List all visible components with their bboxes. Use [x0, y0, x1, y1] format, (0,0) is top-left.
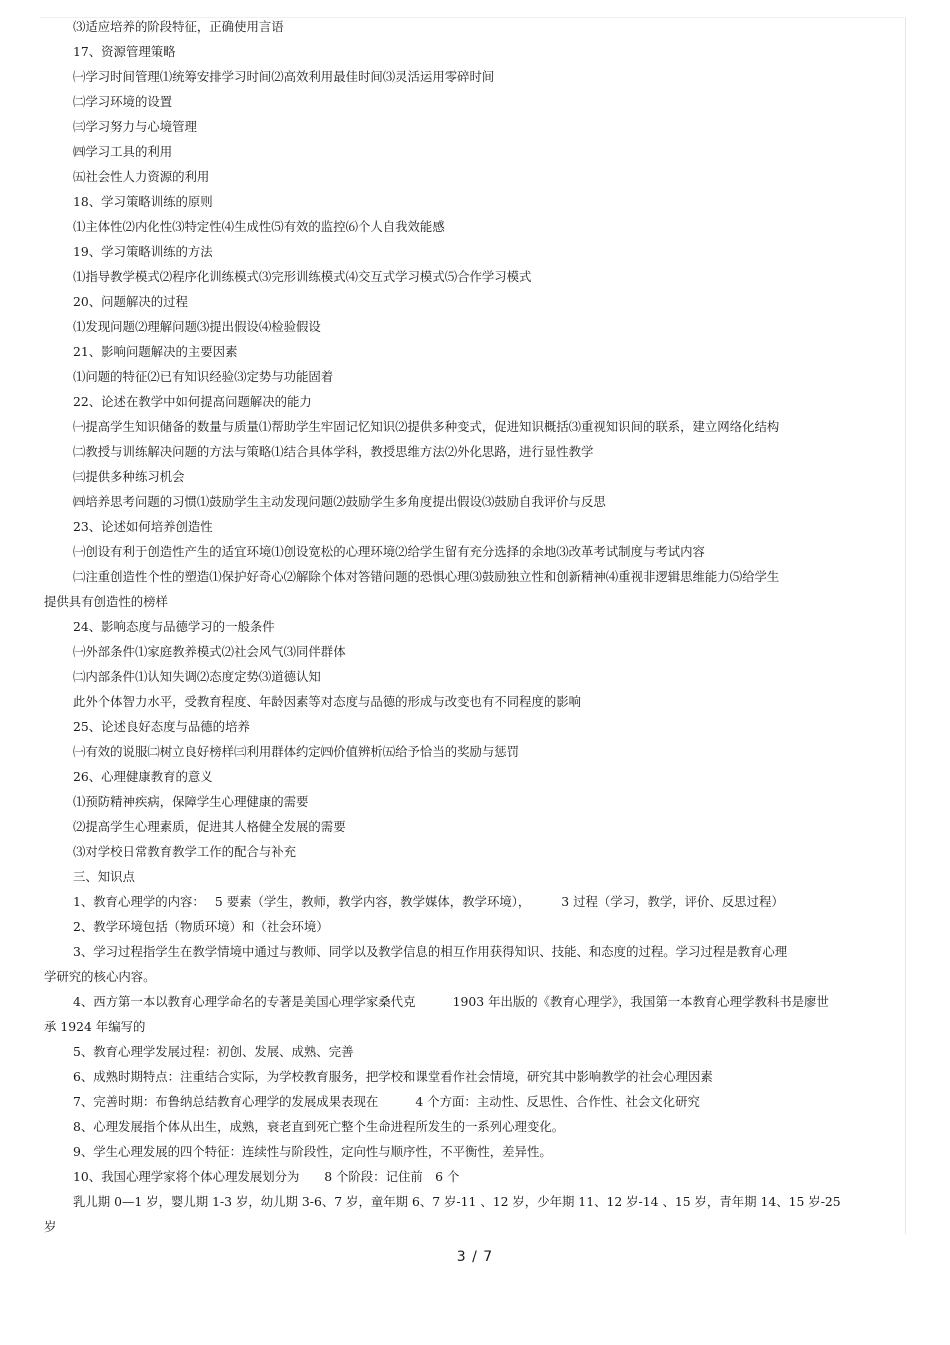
text-line: ㈠提高学生知识储备的数量与质量⑴帮助学生牢固记忆知识⑵提供多种变式，促进知识概括⑶重视知识间的联系，建立网络化结构 [73, 419, 780, 434]
text-line: 22、论述在教学中如何提高问题解决的能力 [73, 394, 312, 409]
text-line: 20、问题解决的过程 [73, 294, 188, 309]
text-line: 4、西方第一本以教育心理学命名的专著是美国心理学家桑代克 1903 年出版的《教育心理学》，我国第一本教育心理学教科书是廖世 [73, 994, 829, 1009]
text-line: ⑴主体性⑵内化性⑶特定性⑷生成性⑸有效的监控⑹个人自我效能感 [73, 219, 445, 234]
text-line: 2、教学环境包括（物质环境）和（社会环境） [73, 919, 329, 934]
text-line: 24、影响态度与品德学习的一般条件 [73, 619, 275, 634]
document-body [44, 14, 900, 1239]
text-line: ㈡教授与训练解决问题的方法与策略⑴结合具体学科，教授思维方法⑵外化思路，进行显性教学 [73, 444, 594, 459]
text-line: 乳儿期 0—1 岁，婴儿期 1-3 岁，幼儿期 3-6、7 岁，童年期 6、7 岁-11 、12 岁，少年期 11、12 岁-14 、15 岁，青年期 14、15 岁-25 [73, 1194, 841, 1209]
text-line: 8、心理发展指个体从出生，成熟，衰老直到死亡整个生命进程所发生的一系列心理变化。 [73, 1119, 565, 1134]
page-right-border [905, 18, 906, 1234]
text-line: ㈡内部条件⑴认知失调⑵态度定势⑶道德认知 [73, 669, 321, 684]
text-line: ⑶适应培养的阶段特征，正确使用言语 [73, 19, 284, 34]
text-line: 5、教育心理学发展过程：初创、发展、成熟、完善 [73, 1044, 354, 1059]
text-line: 三、知识点 [73, 869, 135, 884]
text-line: 10、我国心理学家将个体心理发展划分为 8 个阶段：记住前 6 个 [73, 1169, 460, 1184]
text-line: 9、学生心理发展的四个特征：连续性与阶段性，定向性与顺序性，不平衡性，差异性。 [73, 1144, 552, 1159]
text-line: 18、学习策略训练的原则 [73, 194, 213, 209]
text-line: 6、成熟时期特点：注重结合实际，为学校教育服务，把学校和课堂看作社会情境，研究其中影响教学的社会心理因素 [73, 1069, 713, 1084]
text-line: ㈡学习环境的设置 [73, 94, 173, 109]
text-line: ⑴发现问题⑵理解问题⑶提出假设⑷检验假设 [73, 319, 321, 334]
text-line: 承 1924 年编写的 [44, 1019, 146, 1034]
page-number: 3 / 7 [456, 1249, 494, 1265]
text-line: 岁 [44, 1219, 57, 1234]
text-line: ㈤社会性人力资源的利用 [73, 169, 210, 184]
text-line: ⑶对学校日常教育教学工作的配合与补充 [73, 844, 297, 859]
text-line: ㈣培养思考问题的习惯⑴鼓励学生主动发现问题⑵鼓励学生多角度提出假设⑶鼓励自我评价与反思 [73, 494, 606, 509]
text-line: 提供具有创造性的榜样 [44, 594, 168, 609]
text-line: 25、论述良好态度与品德的培养 [73, 719, 250, 734]
text-line: ㈠创设有利于创造性产生的适宜环境⑴创设宽松的心理环境⑵给学生留有充分选择的余地⑶改革考试制度与考试内容 [73, 544, 705, 559]
text-line: 此外个体智力水平，受教育程度、年龄因素等对态度与品德的形成与改变也有不同程度的影响 [73, 694, 582, 709]
text-line: ㈠学习时间管理⑴统筹安排学习时间⑵高效利用最佳时间⑶灵活运用零碎时间 [73, 69, 495, 84]
text-line: 3、学习过程指学生在教学情境中通过与教师、同学以及教学信息的相互作用获得知识、技能、和态度的过程。学习过程是教育心理 [73, 944, 788, 959]
text-line: ㈣学习工具的利用 [73, 144, 173, 159]
text-line: 1、教育心理学的内容： 5 要素（学生，教师，教学内容，教学媒体，教学环境）， 3 过程（学习，教学，评价、反思过程） [73, 894, 784, 909]
text-line: 7、完善时期：布鲁纳总结教育心理学的发展成果表现在 4 个方面：主动性、反思性、合作性、社会文化研究 [73, 1094, 700, 1109]
text-line: ⑵提高学生心理素质，促进其人格健全发展的需要 [73, 819, 346, 834]
text-line: ⑴问题的特征⑵已有知识经验⑶定势与功能固着 [73, 369, 334, 384]
text-line: 26、心理健康教育的意义 [73, 769, 213, 784]
text-line: 17、资源管理策略 [73, 44, 176, 59]
text-line: 学研究的核心内容。 [44, 969, 156, 984]
text-line: ㈠外部条件⑴家庭教养模式⑵社会风气⑶同伴群体 [73, 644, 346, 659]
text-line: 21、影响问题解决的主要因素 [73, 344, 238, 359]
text-line: ㈠有效的说服㈡树立良好榜样㈢利用群体约定㈣价值辨析㈤给予恰当的奖励与惩罚 [73, 744, 520, 759]
text-line: ㈢提供多种练习机会 [73, 469, 185, 484]
text-line: ㈡注重创造性个性的塑造⑴保护好奇心⑵解除个体对答错问题的恐惧心理⑶鼓励独立性和创新精神⑷重视非逻辑思维能力⑸给学生 [73, 569, 780, 584]
text-line: ⑴指导教学模式⑵程序化训练模式⑶完形训练模式⑷交互式学习模式⑸合作学习模式 [73, 269, 532, 284]
text-line: 23、论述如何培养创造性 [73, 519, 213, 534]
text-line: ㈢学习努力与心境管理 [73, 119, 197, 134]
text-line: ⑴预防精神疾病，保障学生心理健康的需要 [73, 794, 309, 809]
text-line: 19、学习策略训练的方法 [73, 244, 213, 259]
